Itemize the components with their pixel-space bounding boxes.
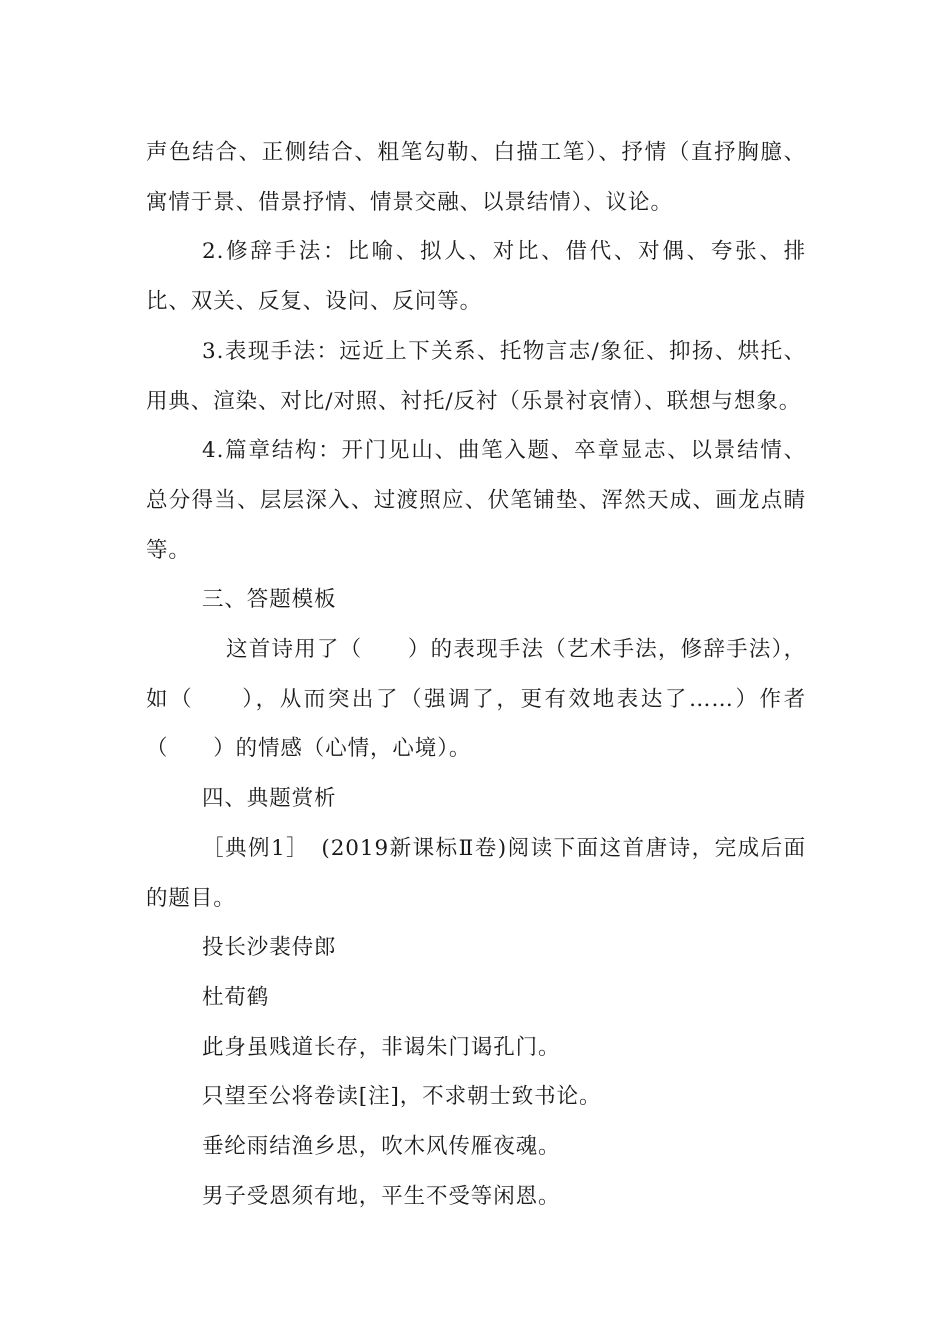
poem-line: 男子受恩须有地，平生不受等闲恩。 (202, 1183, 561, 1209)
document-body (146, 128, 806, 1221)
paragraph-structure: 4.篇章结构：开门见山、曲笔入题、卒章显志、以景结情、总分得当、层层深入、过渡照应、伏笔铺垫、浑然天成、画龙点睛等。 (146, 438, 806, 563)
paragraph-answer-template: 这首诗用了（ ）的表现手法（艺术手法，修辞手法），如（ ），从而突出了（强调了，更有效地表达了……）作者（ ）的情感（心情，心境）。 (146, 637, 806, 762)
poem-line: 只望至公将卷读[注]，不求朝士致书论。 (202, 1084, 602, 1110)
section-heading-template: 三、答题模板 (202, 587, 337, 613)
paragraph-expression: 3.表现手法：远近上下关系、托物言志/象征、抑扬、烘托、用典、渲染、对比/对照、衬托/反衬（乐景衬哀情）、联想与想象。 (146, 338, 806, 414)
poem-line: 此身虽贱道长存，非谒朱门谒孔门。 (202, 1034, 561, 1060)
poem-line: 垂纶雨结渔乡思，吹木风传雁夜魂。 (202, 1134, 561, 1160)
paragraph-example-intro: ［典例1］ (2019新课标Ⅱ卷)阅读下面这首唐诗，完成后面的题目。 (146, 835, 806, 911)
paragraph-rhetoric: 2.修辞手法：比喻、拟人、对比、借代、对偶、夸张、排比、双关、反复、设问、反问等。 (146, 239, 806, 315)
poem-title: 投长沙裴侍郎 (202, 935, 337, 961)
poem-author: 杜荀鹤 (202, 984, 270, 1010)
section-heading-examples: 四、典题赏析 (202, 786, 337, 812)
paragraph-techniques-continued: 声色结合、正侧结合、粗笔勾勒、白描工笔）、抒情（直抒胸臆、寓情于景、借景抒情、情景交融、以景结情）、议论。 (146, 140, 806, 215)
